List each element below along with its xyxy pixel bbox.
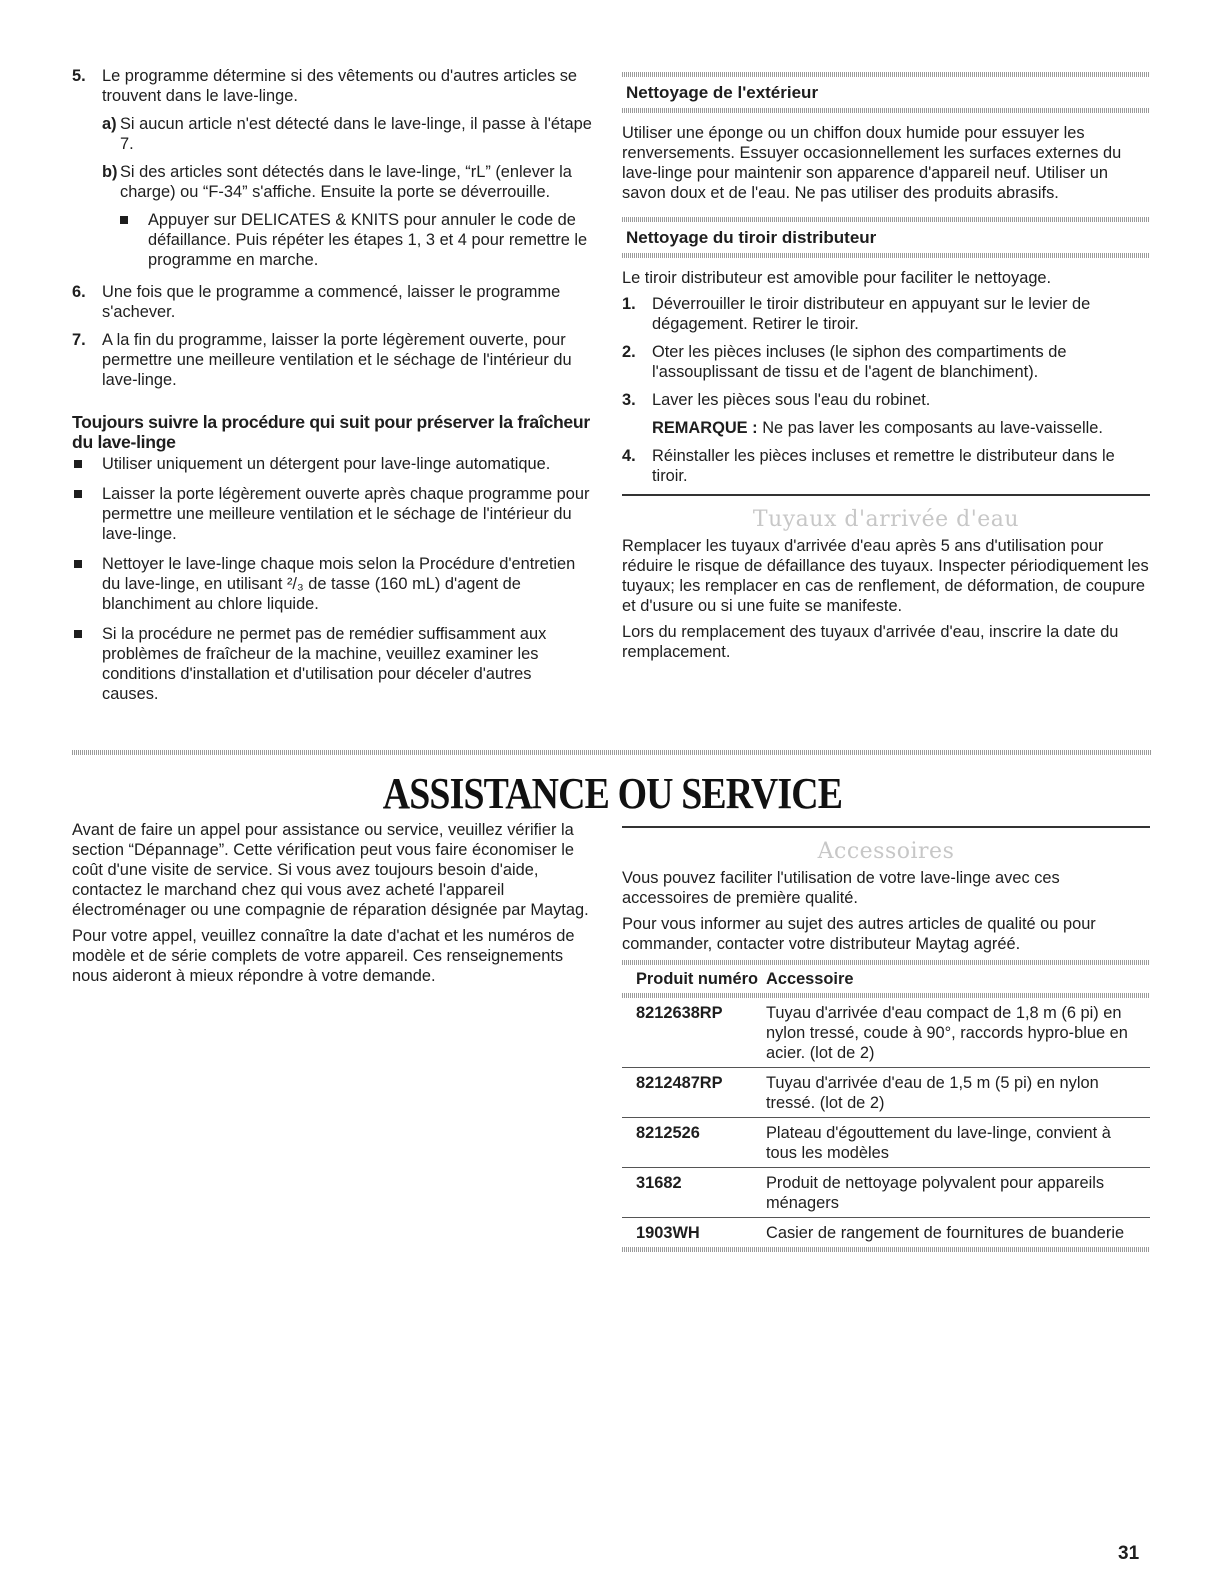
accessories-heading: Accessoires [817,839,955,864]
square-bullet-icon [74,490,82,498]
exterior-text: Utiliser une éponge ou un chiffon doux humide pour essuyer les renversements. Essuyer occasionnellement les surfaces externes du lave-linge pour maintenir son apparence d'appareil neuf. Utiliser un savon doux et de l'eau. Ne pas utiliser des produits abrasifs. [622,124,1122,202]
drawer-heading: Nettoyage du tiroir distributeur [626,228,877,247]
step-text: Laver les pièces sous l'eau du robinet. [652,391,931,409]
step-text: Le programme détermine si des vêtements ou d'autres articles se trouvent dans le lave-linge. [102,67,578,105]
step-5b-bullet [118,210,592,270]
table-row [622,1168,1150,1218]
step-letter: b) [102,163,118,181]
accessories-para-2: Pour vous informer au sujet des autres articles de qualité ou pour commander, contacter votre distributeur Maytag agréé. [622,915,1096,953]
hatch-rule [622,108,1150,113]
product-number: 31682 [636,1174,682,1192]
drawer-step-1 [622,294,1150,334]
product-number: 8212638RP [636,1004,723,1022]
column-header-accessory: Accessoire [766,970,854,988]
freshness-bullet-1 [72,454,592,474]
step-text: Réinstaller les pièces incluses et remettre le distributeur dans le tiroir. [652,447,1115,485]
assistance-para-1: Avant de faire un appel pour assistance ou service, veuillez vérifier la section “Dépannage”. Cette vérification peut vous faire économiser le coût d'une visite de service. Si vous avez toujours besoin d'aide, contactez le marchand chez qui vous avez acheté l'appareil électroménager ou une compagnie de réparation désignée par Maytag. [72,821,589,919]
step-number: 3. [622,391,636,409]
freshness-bullet-3 [72,554,592,614]
step-letter: a) [102,115,117,133]
product-description: Casier de rangement de fournitures de buanderie [766,1224,1125,1242]
accessories-para-1: Vous pouvez faciliter l'utilisation de votre lave-linge avec ces accessoires de première qualité. [622,869,1060,907]
hatch-rule [622,253,1150,258]
step-text: A la fin du programme, laisser la porte légèrement ouverte, pour permettre une meilleure ventilation et le séchage de l'intérieur du lave-linge. [102,331,572,389]
table-row [622,1068,1150,1118]
hoses-text-2: Lors du remplacement des tuyaux d'arrivée d'eau, inscrire la date du remplacement. [622,623,1119,661]
step-5 [72,66,592,106]
bullet-text: Nettoyer le lave-linge chaque mois selon la Procédure d'entretien du lave-linge, en utilisant ²/₃ de tasse (160 mL) d'agent de blanchiment au chlore liquide. [102,555,576,613]
product-number: 8212526 [636,1124,700,1142]
step-number: 2. [622,343,636,361]
drawer-step-2 [622,342,1150,382]
product-description: Tuyau d'arrivée d'eau de 1,5 m (5 pi) en nylon tressé. (lot de 2) [766,1074,1099,1112]
section-rule [622,494,1150,496]
drawer-step-4 [622,446,1150,486]
bullet-text: Laisser la porte légèrement ouverte après chaque programme pour permettre une meilleure ventilation et le séchage de l'intérieur du lave-linge. [102,485,590,543]
table-row [622,1118,1150,1168]
step-text: Si des articles sont détectés dans le lave-linge, “rL” (enlever la charge) ou “F-34” s'affiche. Ensuite la porte se déverrouille. [120,163,572,201]
table-header [622,965,1150,993]
product-number: 1903WH [636,1224,700,1242]
hoses-text-1: Remplacer les tuyaux d'arrivée d'eau après 5 ans d'utilisation pour réduire le risque de défaillance des tuyaux. Inspecter périodiquement les tuyaux; les remplacer en cas de renflement, de déformation, de coupure et d'usure ou si une fuite se manifeste. [622,537,1149,615]
right-bottom-column [622,826,1150,1252]
product-description: Plateau d'égouttement du lave-linge, convient à tous les modèles [766,1124,1111,1162]
square-bullet-icon [74,560,82,568]
step-text: Déverrouiller le tiroir distributeur en appuyant sur le levier de dégagement. Retirer le tiroir. [652,295,1091,333]
exterior-heading: Nettoyage de l'extérieur [626,83,819,102]
hatch-rule [622,1247,1150,1252]
drawer-intro: Le tiroir distributeur est amovible pour faciliter le nettoyage. [622,269,1052,287]
step-7 [72,330,592,390]
bullet-text: Utiliser uniquement un détergent pour lave-linge automatique. [102,455,551,473]
freshness-heading: Toujours suivre la procédure qui suit pour préserver la fraîcheur du lave-linge [72,412,590,452]
remarque-label: REMARQUE : [652,419,758,437]
step-number: 6. [72,283,86,301]
step-number: 4. [622,447,636,465]
assistance-para-2: Pour votre appel, veuillez connaître la date d'achat et les numéros de modèle et de série complets de votre appareil. Ces renseignements nous aideront à mieux répondre à votre demande. [72,927,575,985]
product-description: Tuyau d'arrivée d'eau compact de 1,8 m (6 pi) en nylon tressé, coude à 90°, raccords hypro-blue en acier. (lot de 2) [766,1004,1128,1062]
table-row [622,998,1150,1068]
left-bottom-column [72,820,592,992]
left-top-column [72,66,592,714]
full-width-hatch-rule [72,750,1152,755]
page-number: 31 [1118,1543,1140,1564]
drawer-step-3 [622,390,1150,410]
step-number: 7. [72,331,86,349]
step-number: 1. [622,295,636,313]
freshness-bullet-2 [72,484,592,544]
bullet-text: Si la procédure ne permet pas de remédier suffisamment aux problèmes de fraîcheur de la machine, veuillez examiner les conditions d'installation et d'utilisation pour déceler d'autres causes. [102,625,547,703]
column-header-product: Produit numéro [636,970,759,988]
step-text: Oter les pièces incluses (le siphon des compartiments de l'assouplissant de tissu et de l'agent de blanchiment). [652,343,1067,381]
step-text: Si aucun article n'est détecté dans le lave-linge, il passe à l'étape 7. [120,115,592,153]
freshness-bullet-4 [72,624,592,704]
section-title: ASSISTANCE OU SERVICE [382,769,843,818]
step-5a [102,114,592,154]
square-bullet-icon [74,630,82,638]
step-text: Une fois que le programme a commencé, laisser le programme s'achever. [102,283,561,321]
step-number: 5. [72,67,86,85]
remarque-note [652,418,1150,438]
bullet-text: Appuyer sur DELICATES & KNITS pour annuler le code de défaillance. Puis répéter les étapes 1, 3 et 4 pour remettre le programme en marche. [148,211,588,269]
square-bullet-icon [120,216,128,224]
product-description: Produit de nettoyage polyvalent pour appareils ménagers [766,1174,1105,1212]
product-number: 8212487RP [636,1074,723,1092]
table-row [622,1218,1150,1247]
right-top-column [622,72,1150,668]
square-bullet-icon [74,460,82,468]
hoses-heading: Tuyaux d'arrivée d'eau [752,507,1020,532]
remarque-text: Ne pas laver les composants au lave-vaisselle. [757,419,1103,437]
section-rule [622,826,1150,828]
step-5b [102,162,592,202]
step-6 [72,282,592,322]
